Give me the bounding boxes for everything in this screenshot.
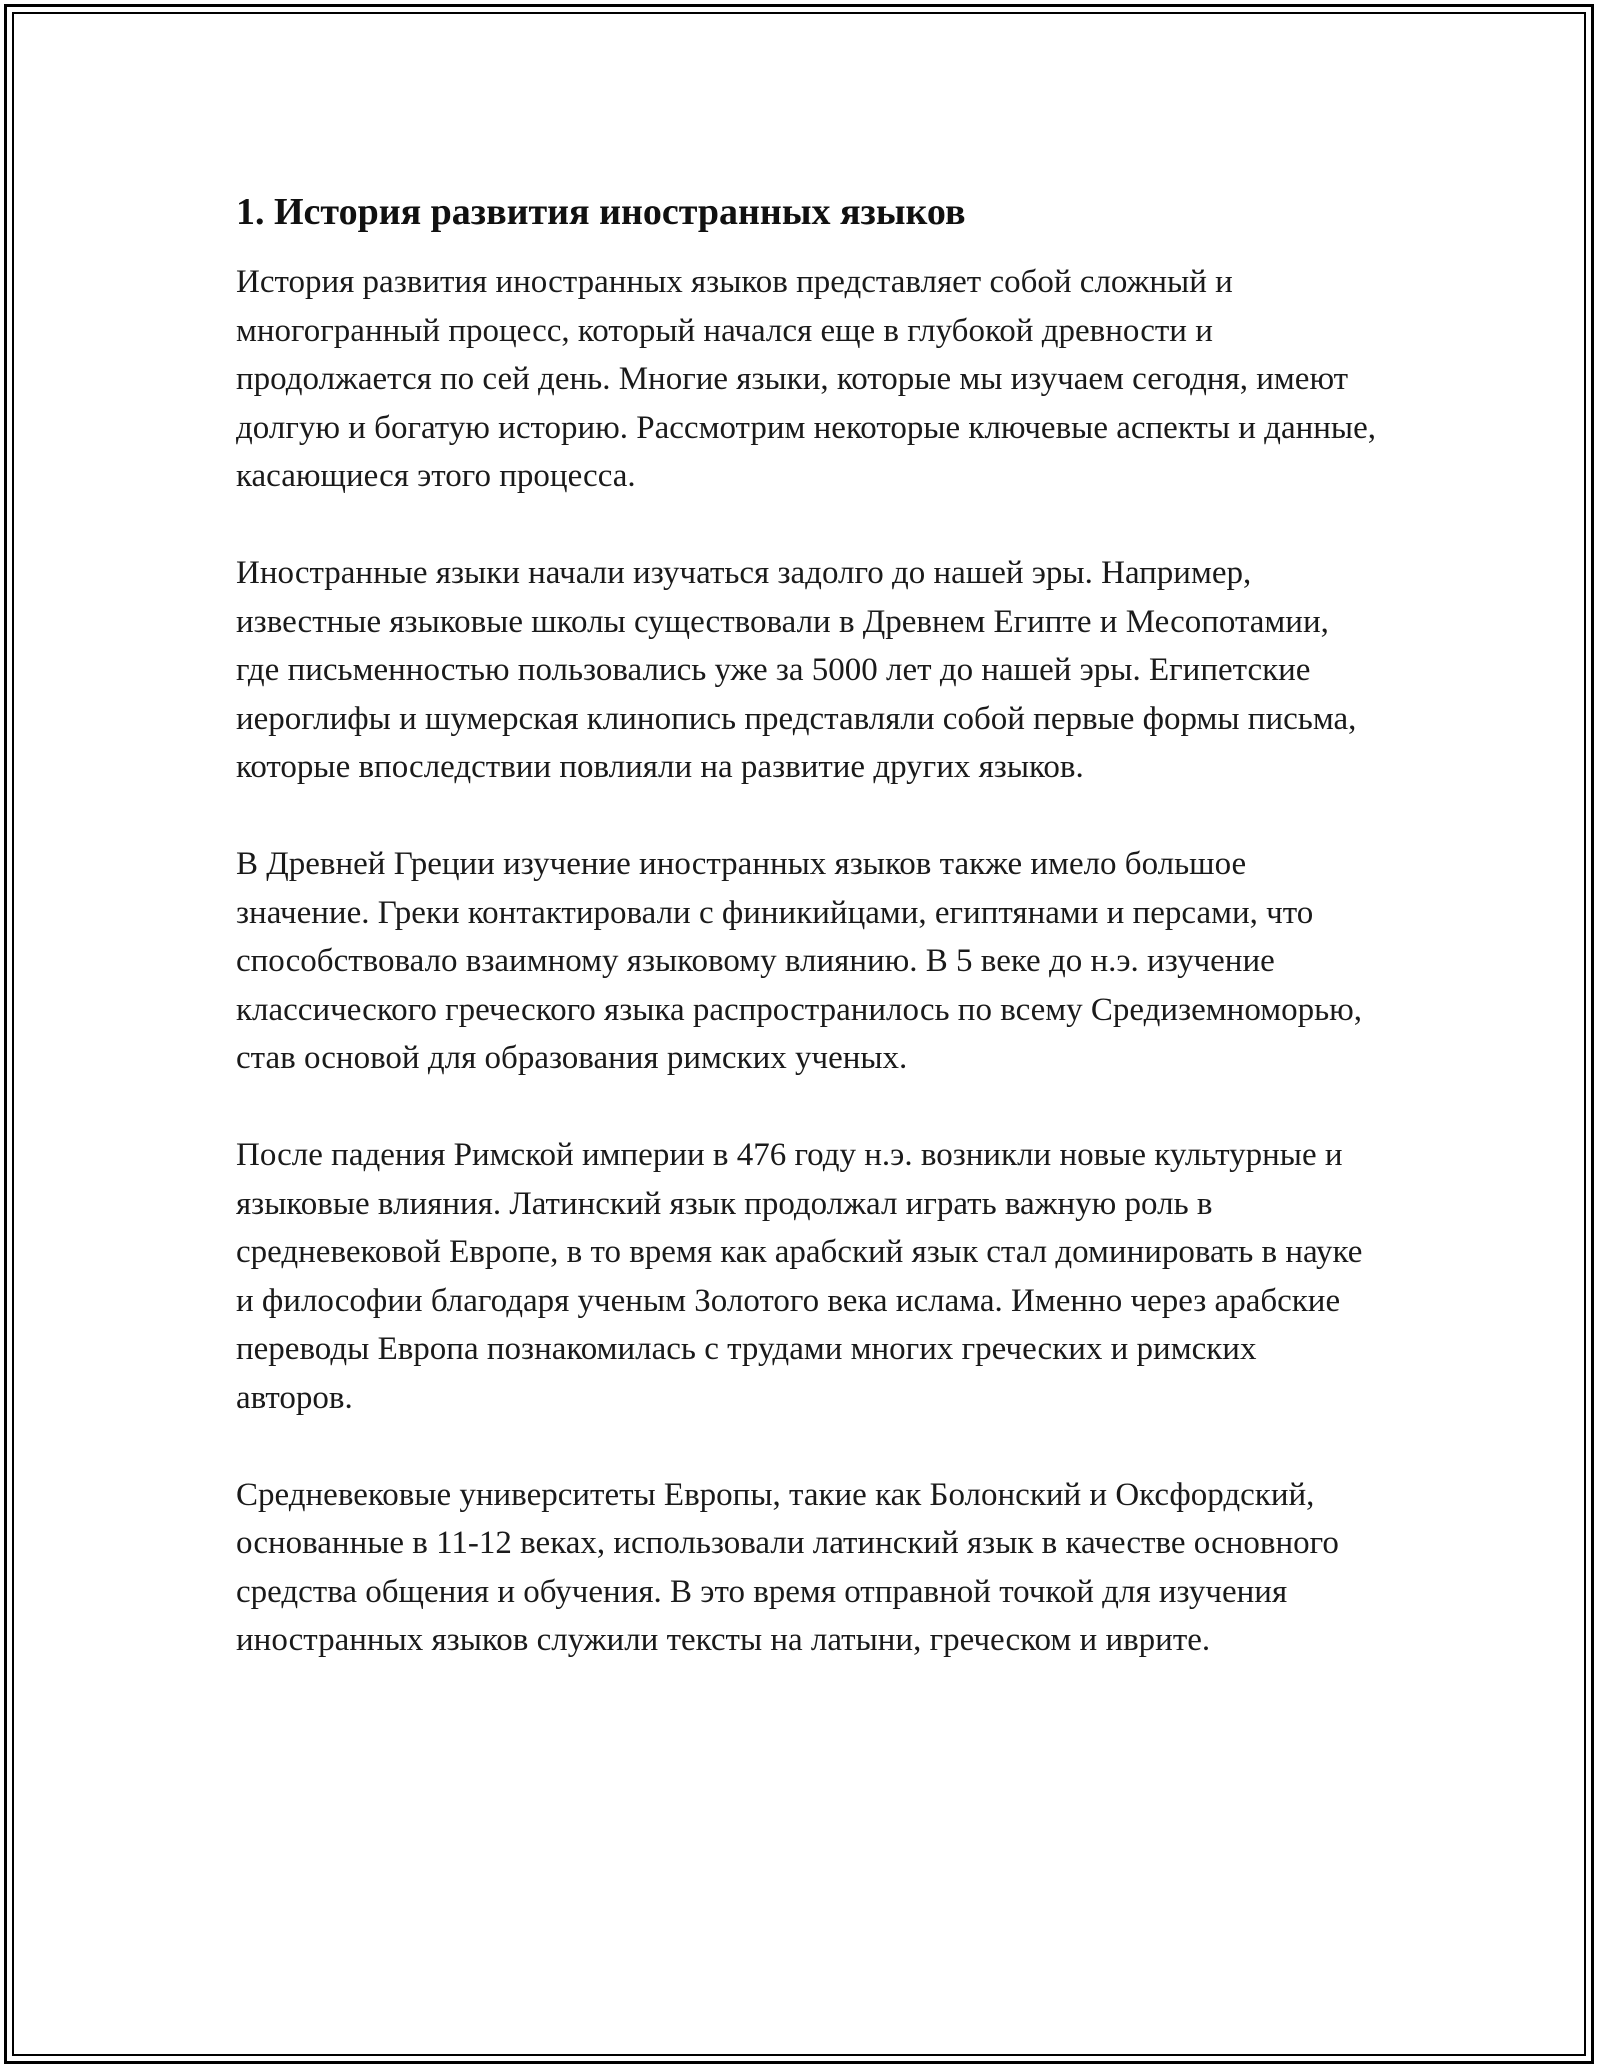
document-body bbox=[236, 188, 1376, 1665]
paragraph-ancient-greece: В Древней Греции изучение иностранных языков также имело большое значение. Греки контактировали с финикийцами, египтянами и персами, что способствовало взаимному языковому влиянию. В 5 веке до н.э. изучение классического греческого языка распространилось по всему Средиземноморью, став основой для образования римских ученых. bbox=[236, 846, 1363, 1076]
paragraph-universities: Средневековые университеты Европы, такие как Болонский и Оксфордский, основанные в 11-12 веках, использовали латинский язык в качестве основного средства общения и обучения. В это время отправной точкой для изучения иностранных языков служили тексты на латыни, греческом и иврите. bbox=[236, 1476, 1339, 1658]
section-heading: 1. История развития иностранных языков bbox=[236, 191, 966, 233]
paragraph-ancient-egypt: Иностранные языки начали изучаться задолго до нашей эры. Например, известные языковые школы существовали в Древнем Египте и Месопотамии, где письменностью пользовались уже за 5000 лет до нашей эры. Египетские иероглифы и шумерская клинопись представляли собой первые формы письма, которые впоследствии повлияли на развитие других языков. bbox=[236, 555, 1357, 785]
paragraph-middle-ages: После падения Римской империи в 476 году н.э. возникли новые культурные и языковые влияния. Латинский язык продолжал играть важную роль в средневековой Европе, в то время как арабский язык стал доминировать в науке и философии благодаря ученым Золотого века ислама. Именно через арабские переводы Европа познакомилась с трудами многих греческих и римских авторов. bbox=[236, 1137, 1363, 1416]
paragraph-intro: История развития иностранных языков представляет собой сложный и многогранный процесс, который начался еще в глубокой древности и продолжается по сей день. Многие языки, которые мы изучаем сегодня, имеют долгую и богатую историю. Рассмотрим некоторые ключевые аспекты и данные, касающиеся этого процесса. bbox=[236, 264, 1376, 494]
